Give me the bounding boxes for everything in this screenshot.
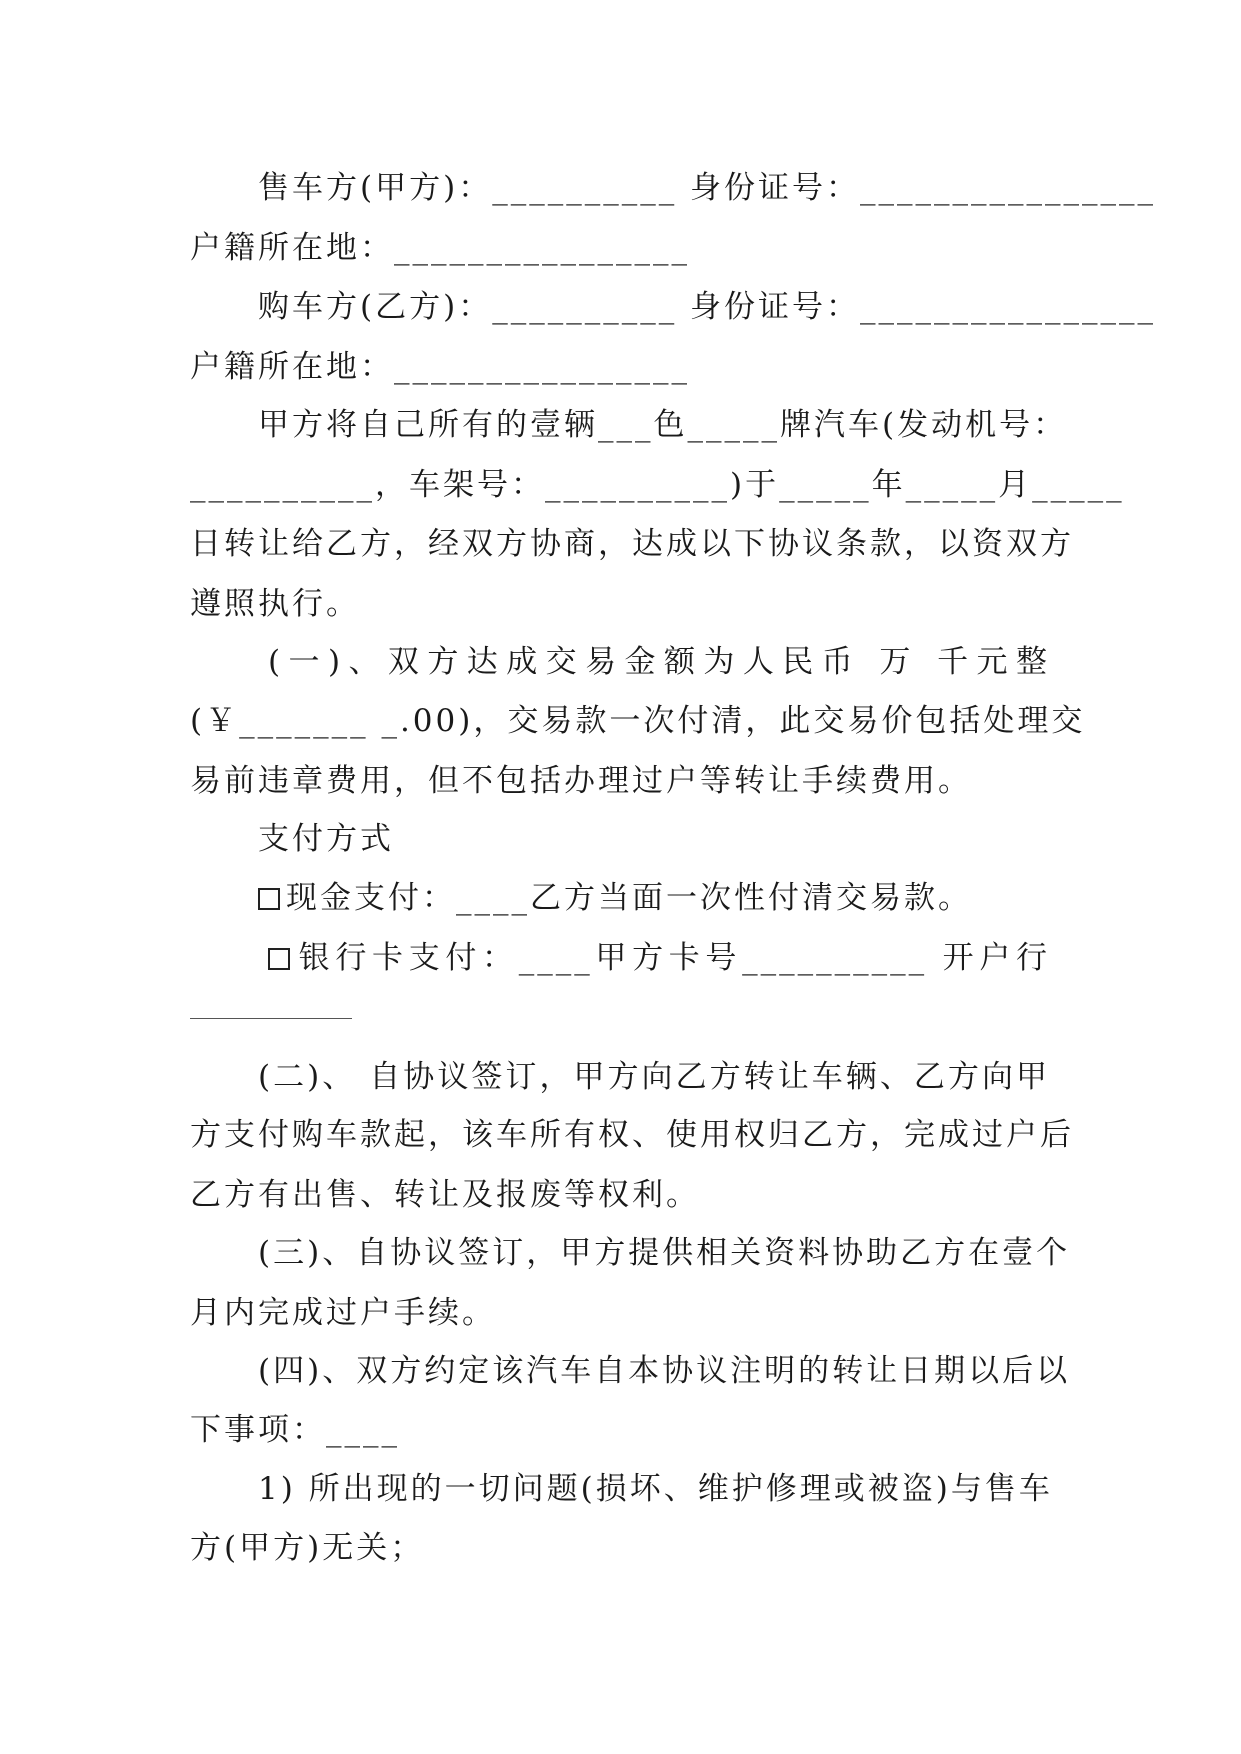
payment-cash bbox=[258, 878, 1050, 918]
buyer-line: 购车方(乙方)：__________ 身份证号：________________ bbox=[258, 289, 1157, 325]
intro-line-3: 日转让给乙方，经双方协商，达成以下协议条款，以资双方 bbox=[190, 526, 1074, 562]
clause1-line-1: (一)、双方达成交易金额为人民币 万 千元整 bbox=[268, 644, 1050, 680]
clause3-line-2: 月内完成过户手续。 bbox=[190, 1295, 496, 1331]
payment-card-text: 银行卡支付：____甲方卡号__________ 开户行 bbox=[296, 940, 1050, 976]
clause4-line-1: (四)、双方约定该汽车自本协议注明的转让日期以后以 bbox=[258, 1353, 1071, 1389]
clause2-line-3: 乙方有出售、转让及报废等权利。 bbox=[190, 1177, 700, 1213]
item1-line-2: 方(甲方)无关； bbox=[190, 1530, 425, 1566]
payment-cash-text: 现金支付：____乙方当面一次性付清交易款。 bbox=[286, 880, 972, 916]
clause1-line-3: 易前违章费用，但不包括办理过户等转让手续费用。 bbox=[190, 763, 972, 799]
intro-line-4: 遵照执行。 bbox=[190, 586, 360, 622]
buyer-address: 户籍所在地：________________ bbox=[190, 349, 690, 385]
clause2-line-1: (二)、 自协议签订，甲方向乙方转让车辆、乙方向甲 bbox=[258, 1059, 1050, 1095]
item1-line-1: 1) 所出现的一切问题(损坏、维护修理或被盗)与售车 bbox=[258, 1471, 1053, 1507]
clause2-line-2: 方支付购车款起，该车所有权、使用权归乙方，完成过户后 bbox=[190, 1117, 1074, 1153]
clause3-line-1: (三)、自协议签订，甲方提供相关资料协助乙方在壹个 bbox=[258, 1235, 1071, 1271]
clause1-line-2: (￥_______ _.00)，交易款一次付清，此交易价包括处理交 bbox=[190, 703, 1086, 739]
payment-card bbox=[268, 938, 1050, 978]
payment-heading: 支付方式 bbox=[258, 821, 394, 857]
seller-address: 户籍所在地：________________ bbox=[190, 230, 690, 266]
checkbox-cash[interactable] bbox=[258, 888, 280, 910]
seller-line: 售车方(甲方)：__________ 身份证号：________________ bbox=[258, 170, 1157, 206]
bank-blank-underline bbox=[190, 1018, 352, 1019]
clause4-line-2: 下事项：____ bbox=[190, 1412, 400, 1448]
intro-line-2: __________，车架号：__________)于_____年_____月_____ bbox=[190, 467, 1125, 503]
checkbox-card[interactable] bbox=[268, 948, 290, 970]
intro-line-1: 甲方将自己所有的壹辆___色_____牌汽车(发动机号： bbox=[258, 407, 1068, 443]
